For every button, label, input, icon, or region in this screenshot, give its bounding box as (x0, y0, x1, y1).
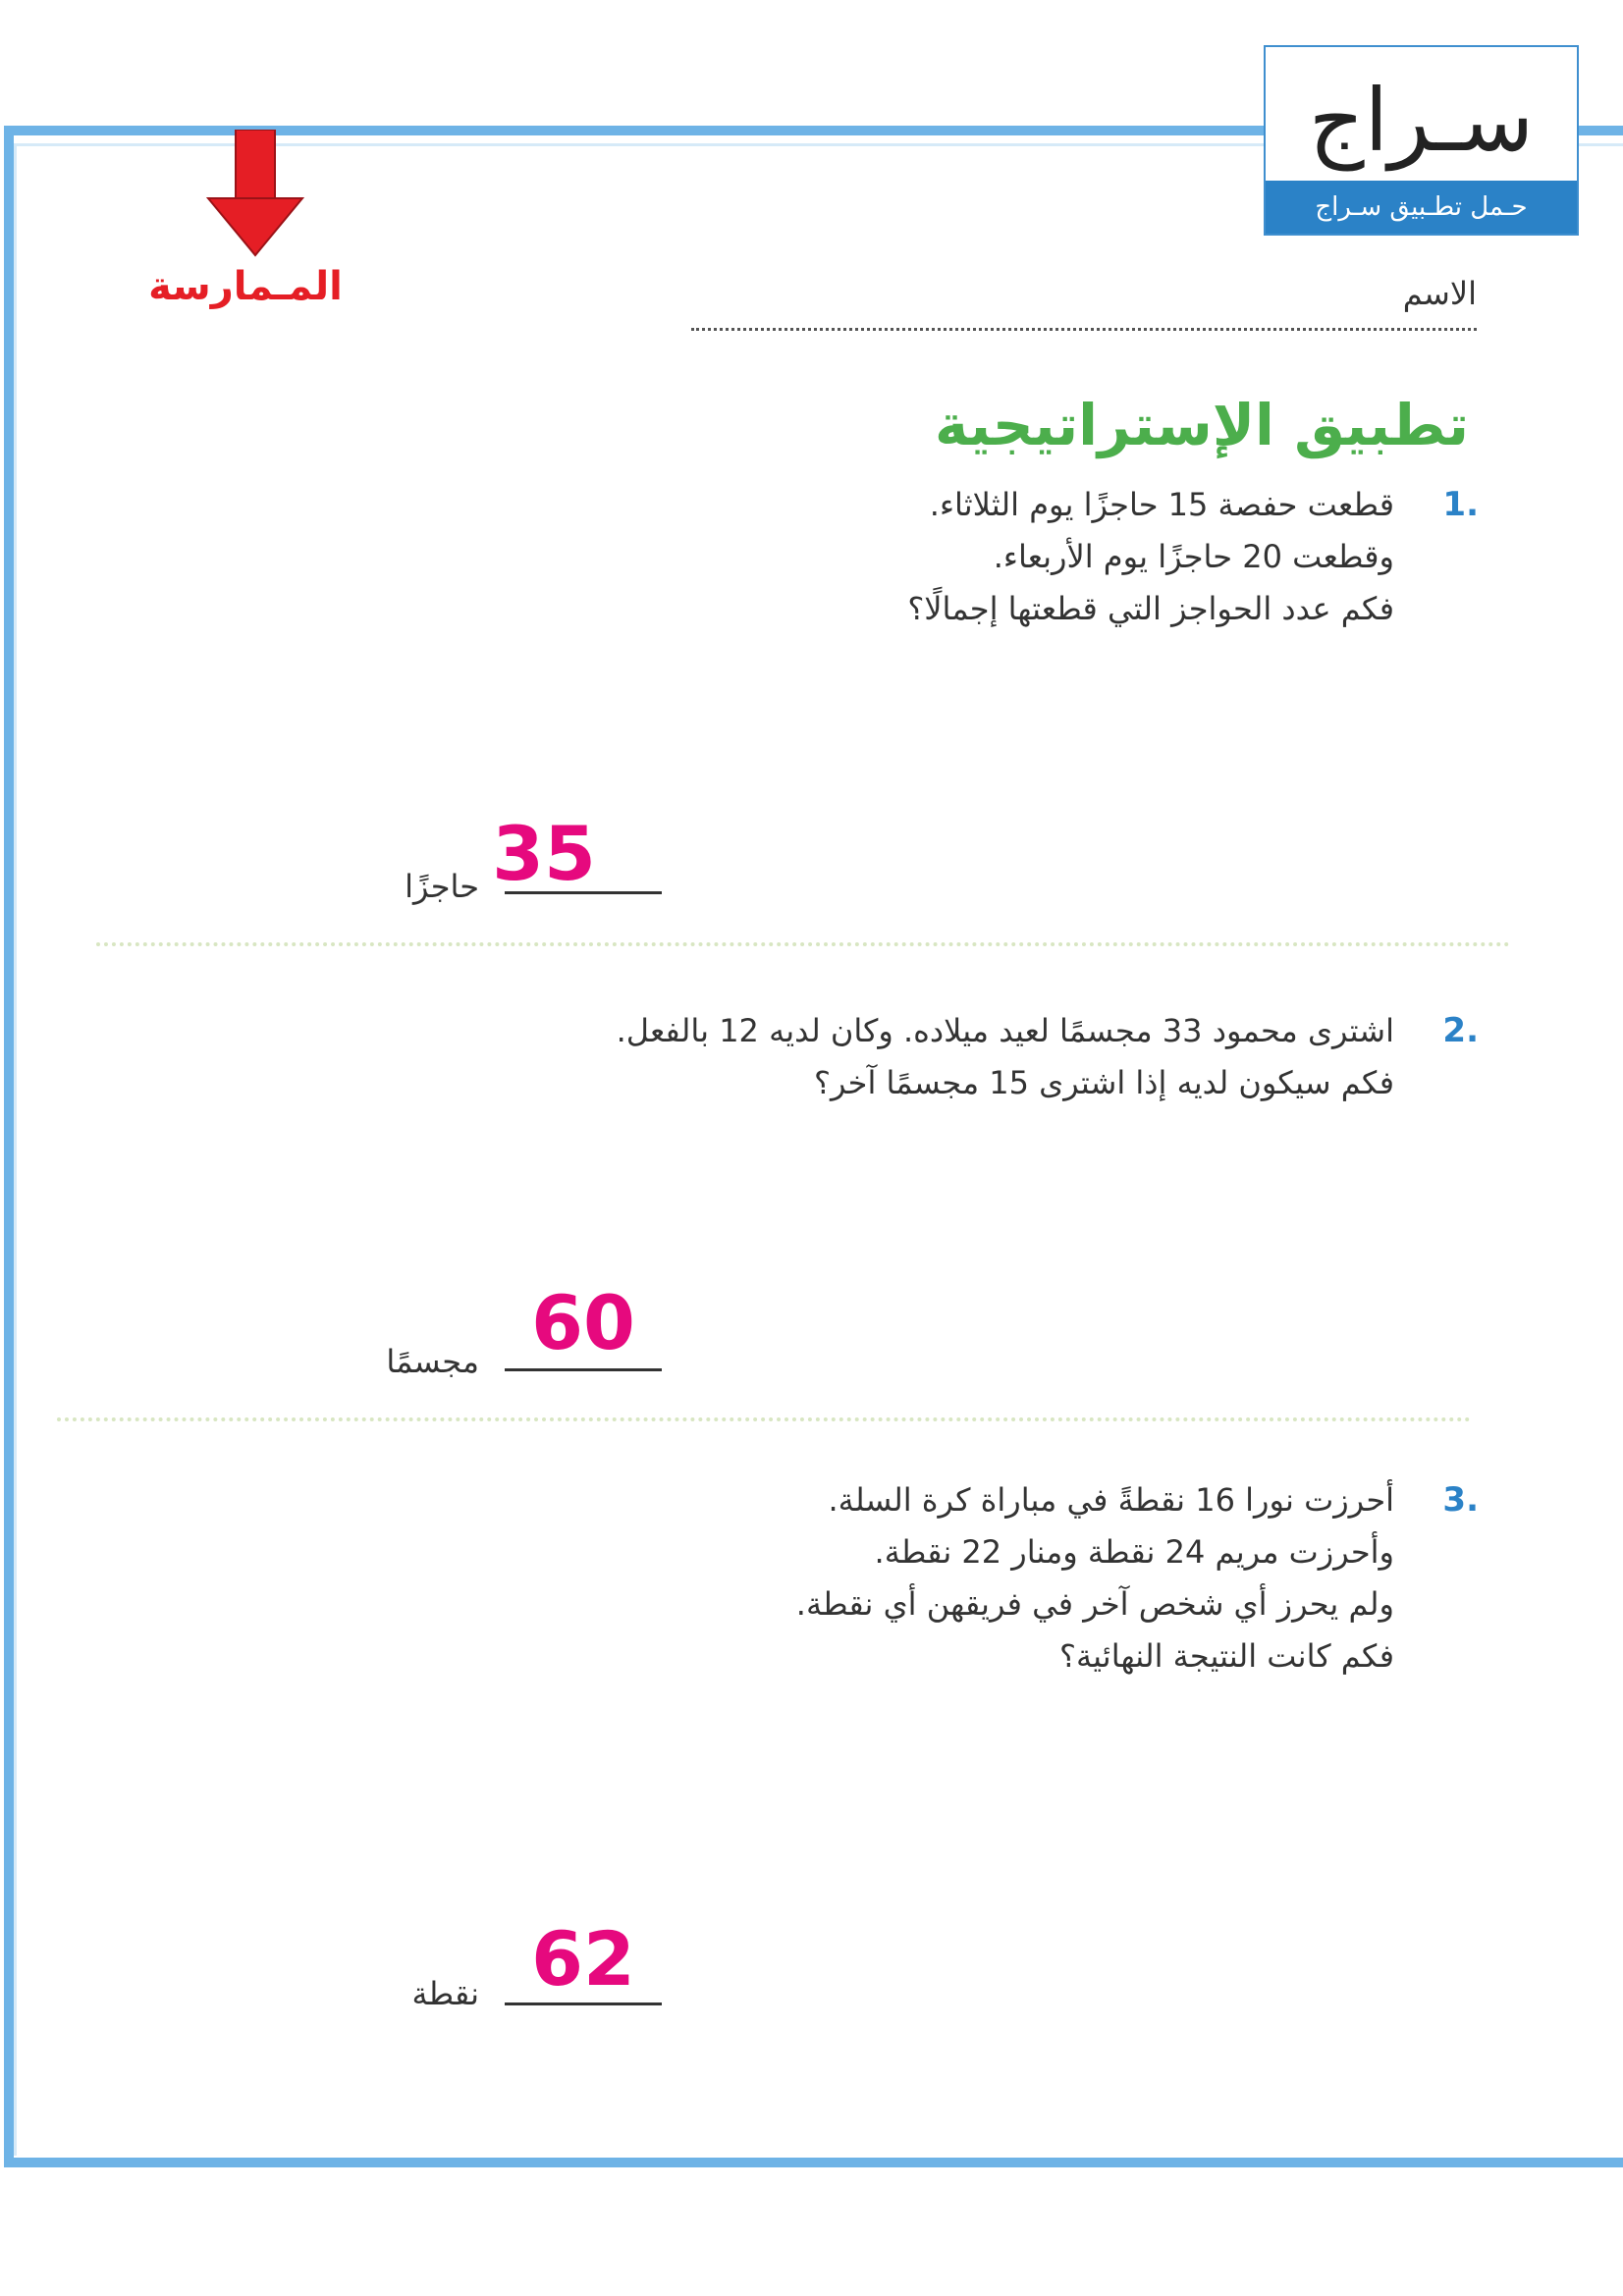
question-number: 2. (1442, 1011, 1479, 1050)
name-field-line[interactable] (691, 328, 1477, 331)
question-line: وأحرزت مريم 24 نقطة ومنار 22 نقطة. (874, 1533, 1394, 1571)
siraj-logo[interactable] (1264, 45, 1579, 236)
name-label: الاسم (1402, 275, 1477, 312)
section-divider (96, 942, 1510, 946)
answer-unit: نقطة (411, 1975, 479, 2012)
answer-value: 35 (492, 810, 596, 897)
section-divider (57, 1417, 1471, 1421)
question-line: فكم كانت النتيجة النهائية؟ (1058, 1637, 1394, 1675)
logo-tagline: حـمل تطـبيق سـراج (1266, 181, 1577, 234)
question-1-text (550, 479, 1394, 635)
answer-value: 62 (531, 1915, 635, 2002)
down-arrow-icon (206, 130, 304, 257)
practice-label: المـمارسة (148, 264, 343, 309)
question-line: اشترى محمود 33 مجسمًا لعيد ميلاده. وكان لديه 12 بالفعل. (616, 1012, 1394, 1049)
question-line: قطعت حفصة 15 حاجزًا يوم الثلاثاء. (929, 486, 1394, 523)
question-line: ولم يحرز أي شخص آخر في فريقهن أي نقطة. (795, 1585, 1394, 1623)
answer-line[interactable] (505, 1368, 662, 1371)
question-line: أحرزت نورا 16 نقطةً في مباراة كرة السلة. (828, 1481, 1394, 1519)
answer-value: 60 (531, 1279, 635, 1366)
answer-unit: مجسمًا (386, 1343, 479, 1380)
logo-word: سـراج (1308, 70, 1535, 171)
section-heading: تطبيق الإستراتيجية (935, 392, 1469, 458)
question-number: 1. (1442, 485, 1479, 524)
answer-line[interactable] (505, 891, 662, 894)
answer-line[interactable] (505, 2002, 662, 2005)
question-line: فكم عدد الحواجز التي قطعتها إجمالًا؟ (907, 590, 1394, 627)
frame-inner-left-line (14, 143, 17, 2156)
question-number: 3. (1442, 1480, 1479, 1520)
question-line: فكم سيكون لديه إذا اشترى 15 مجسمًا آخر؟ (814, 1064, 1394, 1101)
question-3-text (550, 1474, 1394, 1682)
question-line: وقطعت 20 حاجزًا يوم الأربعاء. (993, 538, 1394, 575)
answer-unit: حاجزًا (405, 868, 479, 905)
question-2-text (373, 1005, 1394, 1109)
